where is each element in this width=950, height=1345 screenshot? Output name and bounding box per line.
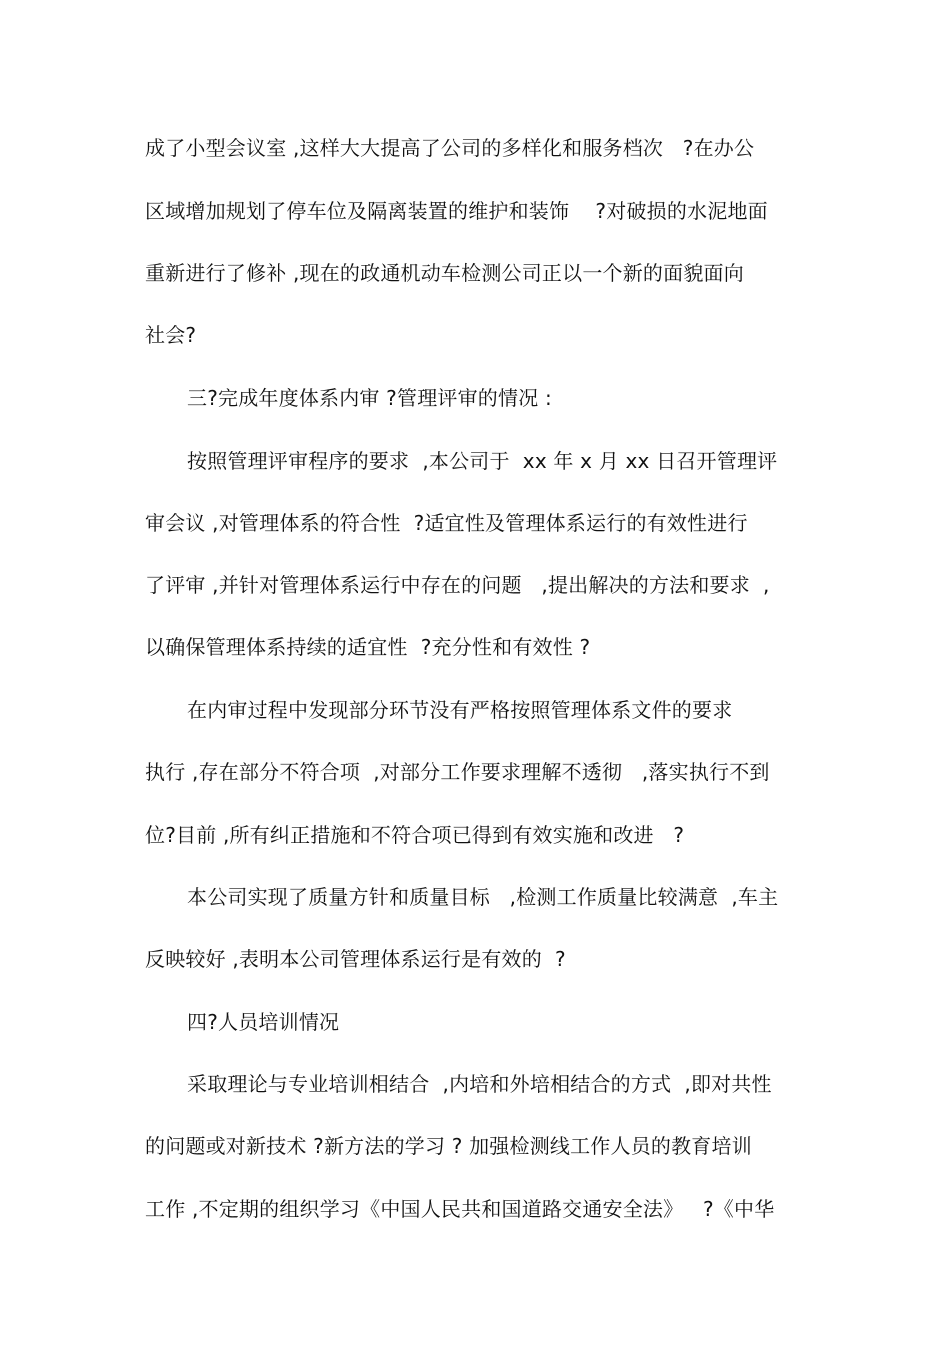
section-heading: 四?人员培训情况 [187, 1010, 340, 1034]
text-line: 本公司实现了质量方针和质量目标 ,检测工作质量比较满意 ,车主 [187, 885, 779, 909]
section-heading: 三?完成年度体系内审 ?管理评审的情况 : [187, 386, 552, 410]
text-line: 位?目前 ,所有纠正措施和不符合项已得到有效实施和改进 ? [145, 823, 685, 847]
text-line: 工作 ,不定期的组织学习《中国人民共和国道路交通安全法》 ?《中华 [145, 1197, 775, 1221]
text-line: 按照管理评审程序的要求 ,本公司于 xx 年 x 月 xx 日召开管理评 [187, 449, 778, 473]
text-line: 以确保管理体系持续的适宜性 ?充分性和有效性 ? [145, 635, 591, 659]
text-line: 采取理论与专业培训相结合 ,内培和外培相结合的方式 ,即对共性 [187, 1072, 772, 1096]
text-line: 执行 ,存在部分不符合项 ,对部分工作要求理解不透彻 ,落实执行不到 [145, 760, 770, 784]
text-line: 区域增加规划了停车位及隔离装置的维护和装饰 ?对破损的水泥地面 [145, 199, 768, 223]
text-line: 社会? [145, 323, 197, 347]
text-line: 反映较好 ,表明本公司管理体系运行是有效的 ? [145, 947, 566, 971]
text-line: 了评审 ,并针对管理体系运行中存在的问题 ,提出解决的方法和要求 , [145, 573, 770, 597]
text-line: 重新进行了修补 ,现在的政通机动车检测公司正以一个新的面貌面向 [145, 261, 744, 285]
text-line: 成了小型会议室 ,这样大大提高了公司的多样化和服务档次 ?在办公 [145, 136, 755, 160]
text-line: 审会议 ,对管理体系的符合性 ?适宜性及管理体系运行的有效性进行 [145, 511, 748, 535]
text-line: 在内审过程中发现部分环节没有严格按照管理体系文件的要求 [187, 698, 733, 722]
text-line: 的问题或对新技术 ?新方法的学习 ? 加强检测线工作人员的教育培训 [145, 1134, 752, 1158]
